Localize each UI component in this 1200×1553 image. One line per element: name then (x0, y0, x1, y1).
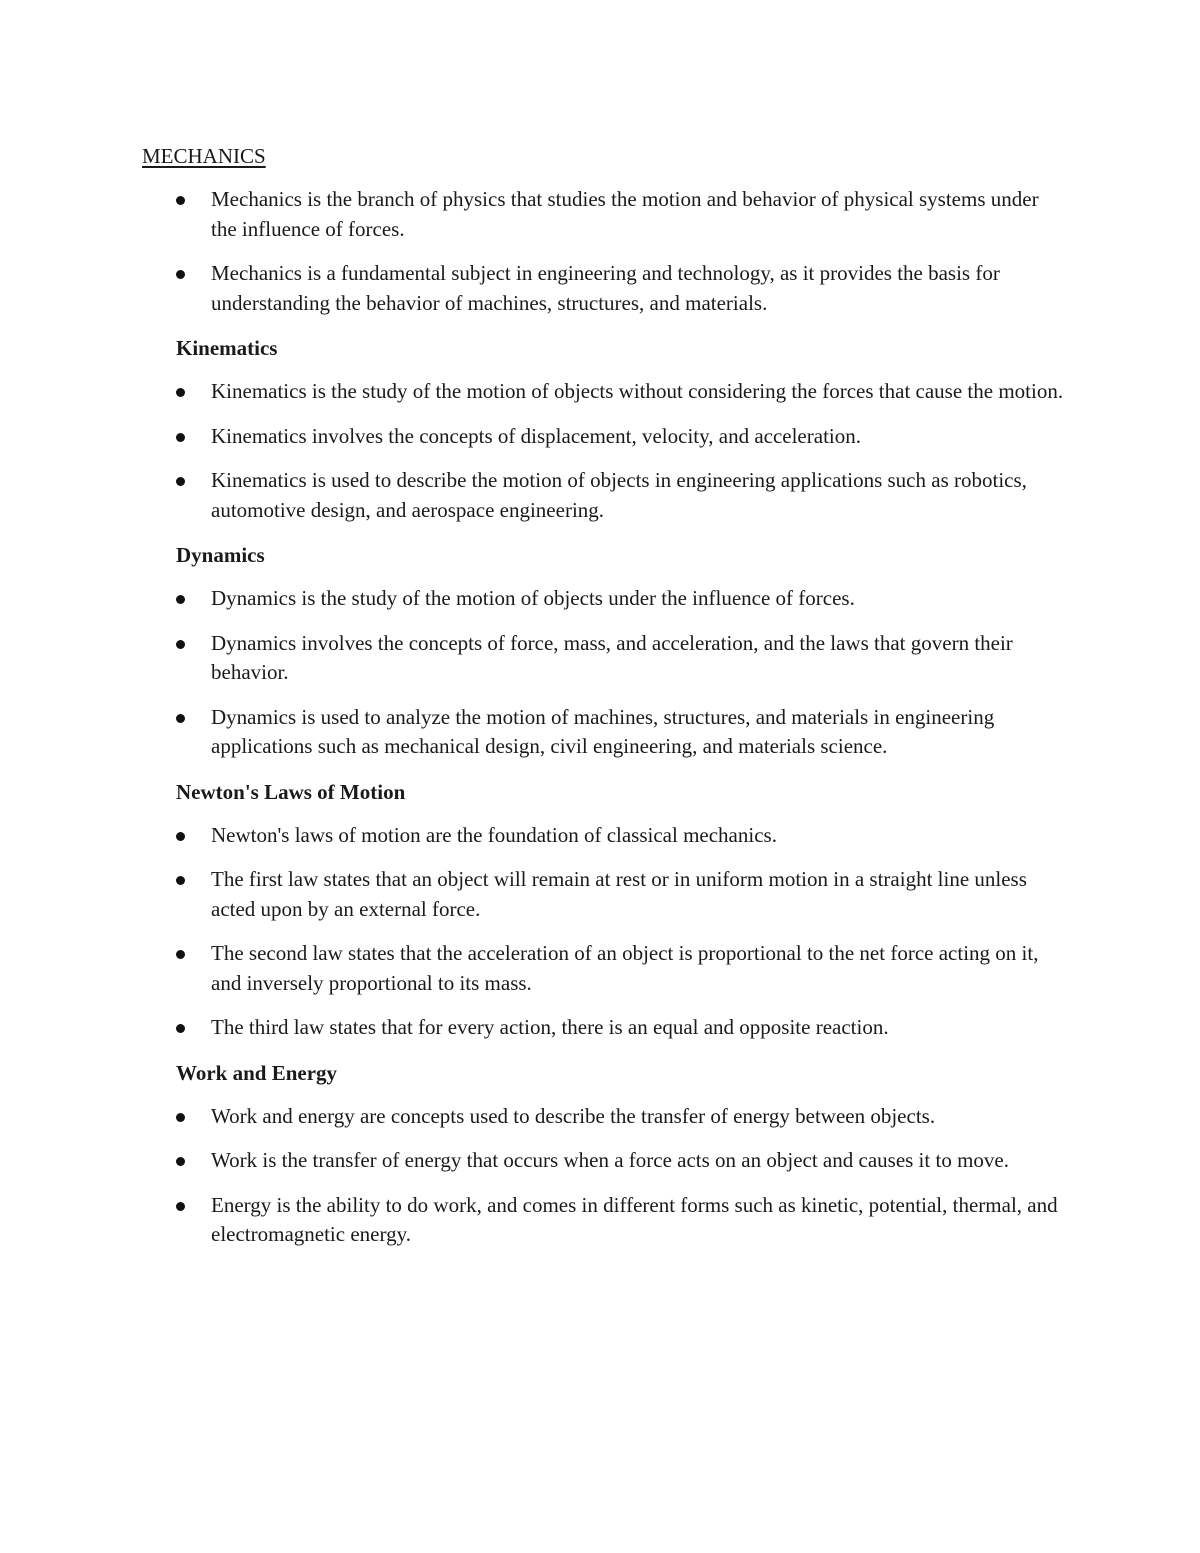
list-item-text: Kinematics involves the concepts of displacement, velocity, and acceleration. (211, 423, 861, 448)
list-item-text: Dynamics involves the concepts of force, mass, and acceleration, and the laws that govern their behavior. (211, 630, 1013, 684)
list-item-text: Mechanics is a fundamental subject in engineering and technology, as it provides the basis for understanding the behavior of machines, structures, and materials. (211, 261, 1000, 315)
intro-bullet-list (142, 185, 1067, 318)
bullet-dot-icon (176, 595, 185, 604)
list-item-text: Work is the transfer of energy that occurs when a force acts on an object and causes it to move. (211, 1148, 1009, 1172)
list-item-text: Kinematics is used to describe the motion of objects in engineering applications such as robotics, automotive design, and aerospace engineering. (211, 468, 1027, 522)
bullet-dot-icon (176, 433, 185, 442)
bullet-dot-icon (176, 388, 185, 397)
list-item (142, 422, 1067, 452)
newtons-laws-bullet-list (142, 821, 1067, 1043)
list-item-text: The second law states that the acceleration of an object is proportional to the net force acting on it, and inversely proportional to its mass. (211, 941, 1039, 995)
work-energy-bullet-list (142, 1102, 1067, 1250)
bullet-dot-icon (176, 1024, 185, 1033)
list-item-text: Dynamics is used to analyze the motion of machines, structures, and materials in engineering applications such as mechanical design, civil engineering, and materials science. (211, 704, 995, 758)
list-item-text: Dynamics is the study of the motion of objects under the influence of forces. (211, 586, 855, 610)
list-item (142, 629, 1067, 688)
bullet-dot-icon (176, 832, 185, 841)
list-item (142, 584, 1067, 614)
dynamics-bullet-list (142, 584, 1067, 762)
section-heading-work-and-energy: Work and Energy (176, 1060, 338, 1085)
list-item-text: Newton's laws of motion are the foundation of classical mechanics. (211, 822, 777, 847)
section-heading-kinematics: Kinematics (176, 336, 278, 360)
list-item (142, 259, 1067, 318)
bullet-dot-icon (176, 1157, 185, 1166)
bullet-dot-icon (176, 876, 185, 885)
list-item-text: Work and energy are concepts used to describe the transfer of energy between objects. (211, 1103, 936, 1128)
bullet-dot-icon (176, 950, 185, 959)
bullet-dot-icon (176, 196, 185, 205)
list-item-text: The third law states that for every action, there is an equal and opposite reaction. (211, 1015, 889, 1039)
list-item (142, 466, 1067, 525)
list-item (142, 1102, 1067, 1132)
document-body (142, 141, 1067, 1265)
list-item (142, 1191, 1067, 1250)
bullet-dot-icon (176, 477, 185, 486)
section-heading-dynamics: Dynamics (176, 543, 265, 567)
list-item-text: The first law states that an object will remain at rest or in uniform motion in a straight line unless acted upon by an external force. (211, 867, 1027, 921)
list-item-text: Mechanics is the branch of physics that studies the motion and behavior of physical systems under the influence of forces. (211, 187, 1039, 241)
list-item (142, 821, 1067, 851)
list-item-text: Kinematics is the study of the motion of objects without considering the forces that cause the motion. (211, 379, 1064, 403)
bullet-dot-icon (176, 1113, 185, 1122)
bullet-dot-icon (176, 640, 185, 649)
bullet-dot-icon (176, 1202, 185, 1211)
list-item (142, 1013, 1067, 1043)
list-item-text: Energy is the ability to do work, and comes in different forms such as kinetic, potential, thermal, and electromagnetic energy. (211, 1192, 1058, 1246)
list-item (142, 865, 1067, 924)
kinematics-bullet-list (142, 377, 1067, 525)
list-item (142, 185, 1067, 244)
list-item (142, 377, 1067, 407)
bullet-dot-icon (176, 270, 185, 279)
section-heading-newtons-laws: Newton's Laws of Motion (176, 779, 406, 804)
bullet-dot-icon (176, 714, 185, 723)
list-item (142, 703, 1067, 762)
list-item (142, 1146, 1067, 1176)
list-item (142, 939, 1067, 998)
page-title: MECHANICS (142, 144, 266, 168)
